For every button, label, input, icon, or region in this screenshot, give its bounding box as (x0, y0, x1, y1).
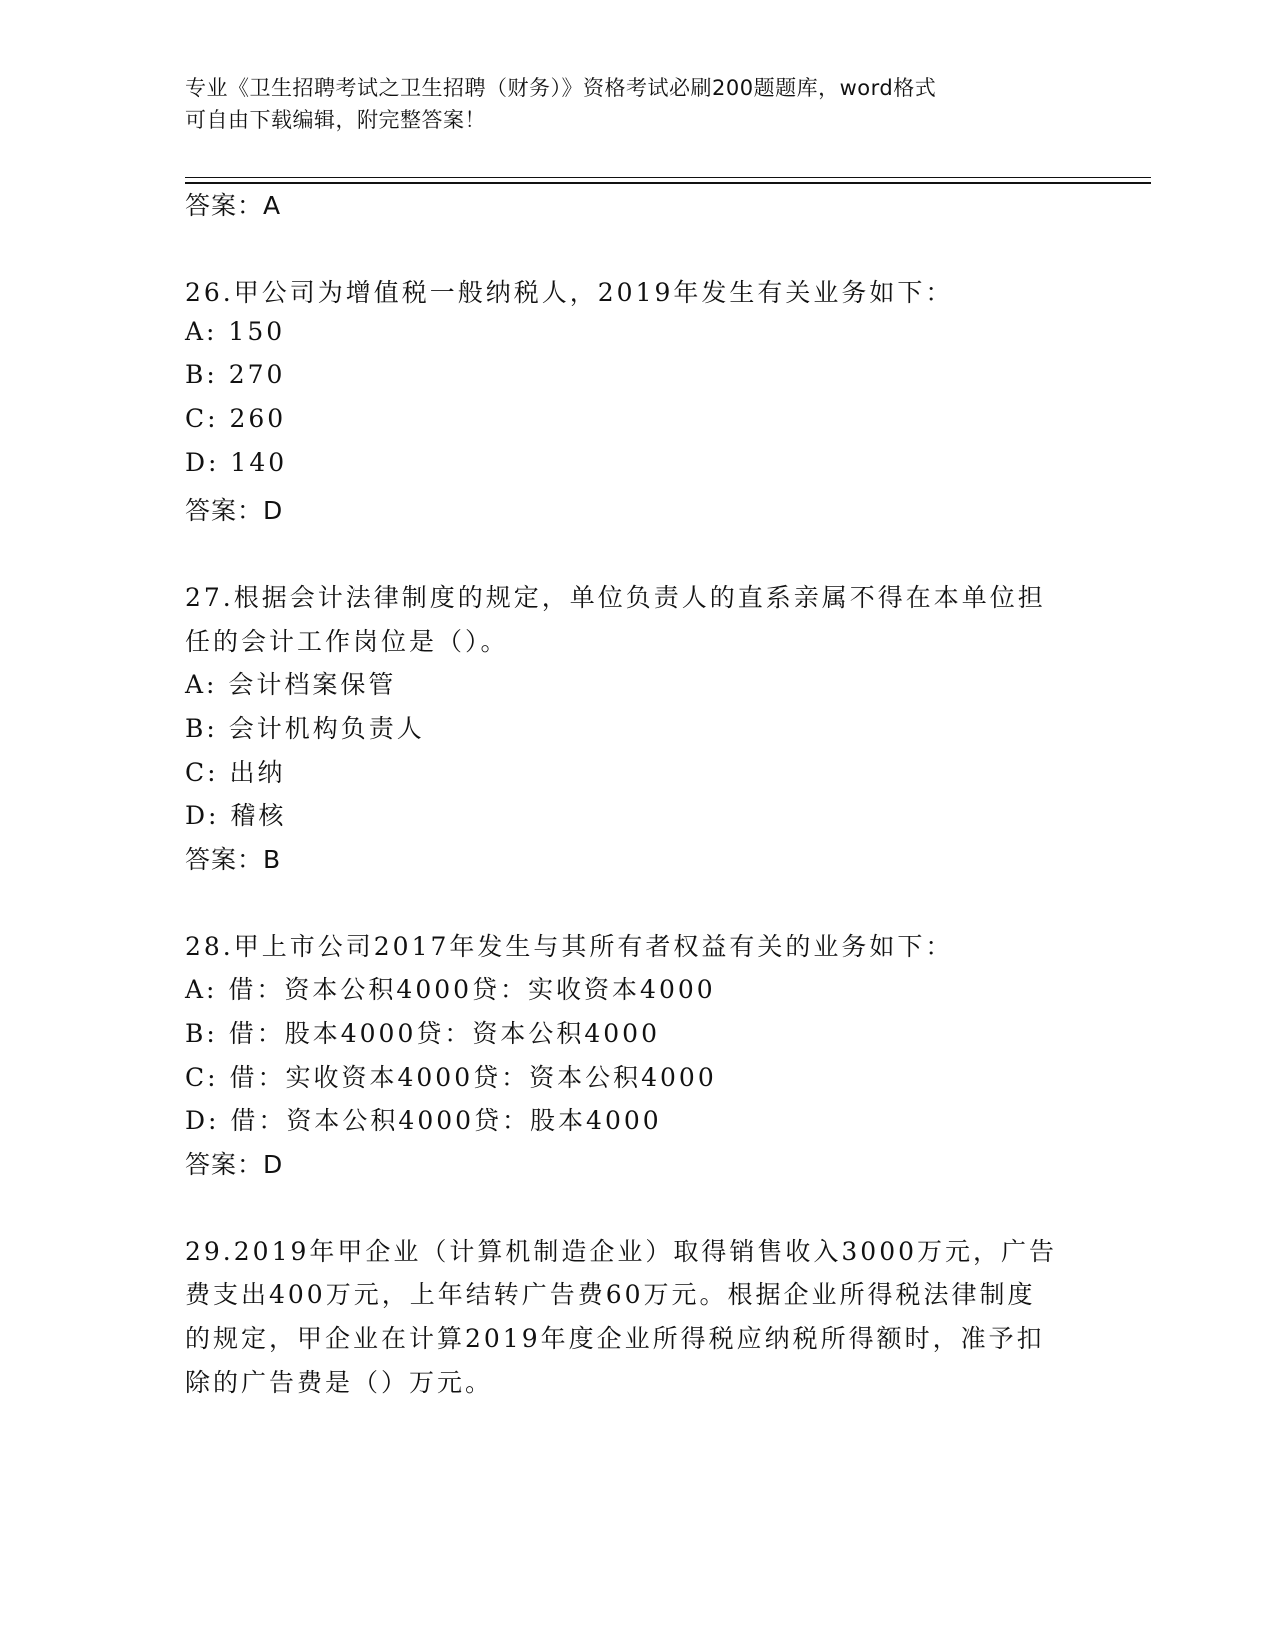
q26-option-c: C: 260 (185, 404, 287, 433)
q27-stem-line-2: 任的会计工作岗位是（）。 (185, 627, 509, 656)
q26-option-a: A: 150 (185, 317, 286, 346)
q29-stem-line-2: 费支出400万元，上年结转广告费60万元。根据企业所得税法律制度 (185, 1280, 1036, 1309)
q27-option-d: D: 稽核 (185, 801, 287, 830)
q29-stem-line-4: 除的广告费是（）万元。 (185, 1368, 494, 1397)
q26-stem-line-1: 26.甲公司为增值税一般纳税人，2019年发生有关业务如下： (185, 278, 954, 307)
q29-stem-line-3: 的规定，甲企业在计算2019年度企业所得税应纳税所得额时，准予扣 (185, 1324, 1045, 1353)
q27-option-a: A: 会计档案保管 (185, 670, 397, 699)
header-line-1: 专业《卫生招聘考试之卫生招聘（财务）》资格考试必刷200题题库，word格式 (185, 76, 937, 100)
answer-prev: 答案：A (185, 191, 282, 220)
q26-answer: 答案：D (185, 496, 284, 525)
q28-option-b: B: 借：股本4000贷：资本公积4000 (185, 1019, 660, 1048)
q27-option-b: B: 会计机构负责人 (185, 714, 425, 743)
document-header (185, 72, 1085, 136)
q29-stem-line-1: 29.2019年甲企业（计算机制造企业）取得销售收入3000万元，广告 (185, 1237, 1058, 1266)
q27-answer: 答案：B (185, 845, 282, 874)
q26-option-b: B: 270 (185, 360, 286, 389)
q26-option-d: D: 140 (185, 448, 288, 477)
q28-option-d: D: 借：资本公积4000贷：股本4000 (185, 1106, 662, 1135)
header-line-2: 可自由下载编辑，附完整答案！ (185, 108, 486, 132)
q27-option-c: C: 出纳 (185, 758, 286, 787)
q28-answer: 答案：D (185, 1150, 284, 1179)
q28-option-c: C: 借：实收资本4000贷：资本公积4000 (185, 1063, 717, 1092)
q27-stem-line-1: 27.根据会计法律制度的规定，单位负责人的直系亲属不得在本单位担 (185, 583, 1046, 612)
header-rule-thick (185, 182, 1151, 184)
q28-option-a: A: 借：资本公积4000贷：实收资本4000 (185, 975, 716, 1004)
header-rule-thin (185, 177, 1151, 178)
q28-stem-line-1: 28.甲上市公司2017年发生与其所有者权益有关的业务如下： (185, 932, 954, 961)
